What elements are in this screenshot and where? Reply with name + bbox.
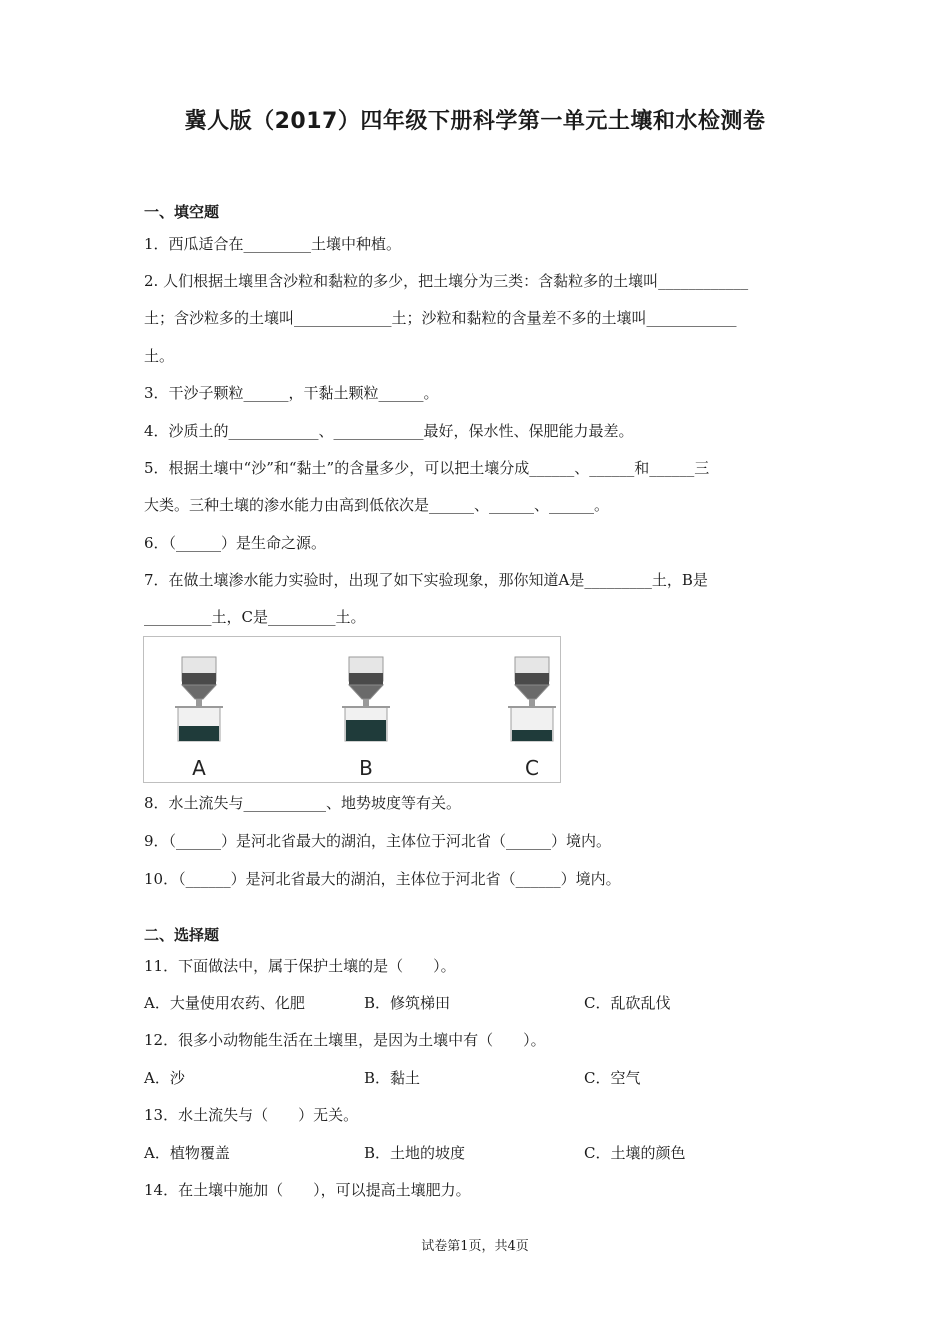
- apparatus-c: [508, 657, 556, 780]
- option-b: B．修筑梯田: [364, 994, 451, 1012]
- apparatus-label: A: [192, 756, 206, 780]
- question-5-line-2: 大类。三种土壤的渗水能力由高到低依次是______、______、______。: [144, 496, 610, 514]
- funnel-stem: [529, 699, 535, 707]
- soil-experiment-drawing: [144, 637, 560, 782]
- soil-sample: [515, 673, 549, 685]
- option-a: A．大量使用农药、化肥: [144, 994, 305, 1012]
- soil-sample: [349, 673, 383, 685]
- water-collected: [346, 720, 386, 741]
- question-8: 8．水土流失与___________、地势坡度等有关。: [144, 794, 462, 812]
- apparatus-label: B: [359, 756, 373, 780]
- page-footer: 试卷第1页，共4页: [421, 1239, 529, 1254]
- question-11: 11．下面做法中，属于保护土壤的是（ ）。: [144, 957, 456, 975]
- option-c: C．空气: [584, 1069, 641, 1087]
- question-9: 9．（______）是河北省最大的湖泊，主体位于河北省（______）境内。: [144, 832, 612, 850]
- question-2-line-2: 土；含沙粒多的土壤叫_____________土；沙粒和黏粒的含量差不多的土壤叫____________: [144, 309, 737, 327]
- apparatus-b: [342, 657, 390, 780]
- funnel-stem: [196, 699, 202, 707]
- funnel-cone: [515, 685, 549, 699]
- funnel-stem: [363, 699, 369, 707]
- question-2-line-3: 土。: [144, 347, 175, 365]
- water-collected: [512, 730, 552, 741]
- question-7-line-2: _________土，C是_________土。: [144, 608, 366, 626]
- question-12: 12．很多小动物能生活在土壤里，是因为土壤中有（ ）。: [144, 1031, 546, 1049]
- funnel-cone: [182, 685, 216, 699]
- option-a: A．沙: [144, 1069, 185, 1087]
- section-heading-fill: 一、填空题: [144, 203, 220, 221]
- option-b: B．黏土: [364, 1069, 421, 1087]
- soil-sample: [182, 673, 216, 685]
- page-title: 冀人版（2017）四年级下册科学第一单元土壤和水检测卷: [184, 109, 766, 134]
- question-10: 10．（______）是河北省最大的湖泊，主体位于河北省（______）境内。: [144, 870, 621, 888]
- question-6: 6．（______）是生命之源。: [144, 534, 327, 552]
- soil-experiment-figure: [143, 636, 561, 783]
- apparatus-label: C: [525, 756, 539, 780]
- funnel-cone: [349, 685, 383, 699]
- option-c: C．土壤的颜色: [584, 1144, 686, 1162]
- section-heading-choice: 二、选择题: [144, 926, 220, 944]
- option-c: C．乱砍乱伐: [584, 994, 671, 1012]
- question-5-line-1: 5．根据土壤中“沙”和“黏土”的含量多少，可以把土壤分成______、______和______三: [144, 459, 710, 477]
- question-2-line-1: 2. 人们根据土壤里含沙粒和黏粒的多少，把土壤分为三类：含黏粒多的土壤叫____________: [144, 272, 749, 290]
- question-4: 4．沙质土的____________、____________最好，保水性、保肥能力最差。: [144, 422, 634, 440]
- question-3: 3．干沙子颗粒______，干黏土颗粒______。: [144, 384, 439, 402]
- question-7-line-1: 7．在做土壤渗水能力实验时，出现了如下实验现象，那你知道A是_________土，B是: [144, 571, 708, 589]
- question-14: 14．在土壤中施加（ ），可以提高土壤肥力。: [144, 1181, 471, 1199]
- option-a: A．植物覆盖: [144, 1144, 230, 1162]
- question-13: 13．水土流失与（ ）无关。: [144, 1106, 359, 1124]
- water-collected: [179, 726, 219, 741]
- question-1: 1．西瓜适合在_________土壤中种植。: [144, 235, 402, 253]
- apparatus-a: [175, 657, 223, 780]
- option-b: B．土地的坡度: [364, 1144, 466, 1162]
